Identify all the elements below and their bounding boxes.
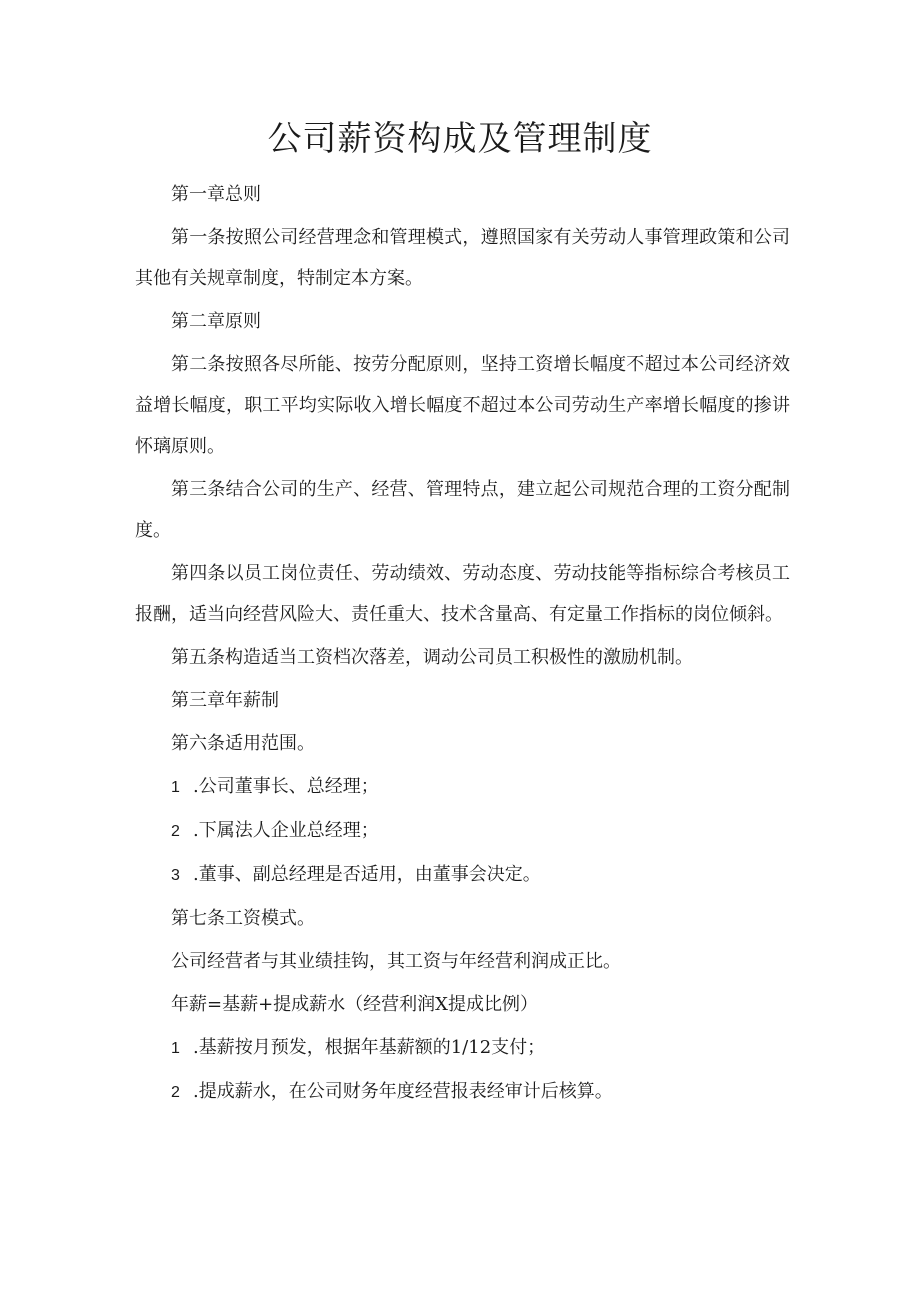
- article-paragraph: 第五条构造适当工资档次落差，调动公司员工积极性的激励机制。: [171, 647, 693, 668]
- list-item-number: 2: [171, 1084, 180, 1101]
- list-item: [135, 810, 790, 852]
- list-item-text: .提成薪水，在公司财务年度经营报表经审计后核算。: [193, 1081, 613, 1102]
- article-paragraph: 第一条按照公司经营理念和管理模式，遵照国家有关劳动人事管理政策和公司其他有关规章制度，特制定本方案。: [135, 227, 790, 289]
- chapter-heading: 第二章原则: [171, 311, 261, 332]
- article-paragraph: 第七条工资模式。: [171, 908, 315, 929]
- list-item: [135, 1071, 790, 1113]
- chapter-heading: 第三章年薪制: [171, 690, 279, 711]
- list-item: [135, 1027, 790, 1069]
- article-paragraph: 第四条以员工岗位责任、劳动绩效、劳动态度、劳动技能等指标综合考核员工报酬，适当向经营风险大、责任重大、技术含量高、有定量工作指标的岗位倾斜。: [135, 563, 790, 625]
- document-title: 公司薪资构成及管理制度: [267, 119, 653, 159]
- salary-formula: 年薪=基薪+提成薪水（经营利润X提成比例）: [171, 994, 538, 1015]
- list-item-text: .下属法人企业总经理；: [193, 820, 379, 841]
- list-item-text: .基薪按月预发，根据年基薪额的1/12支付；: [193, 1037, 546, 1058]
- article-paragraph: 第三条结合公司的生产、经营、管理特点，建立起公司规范合理的工资分配制度。: [135, 479, 790, 541]
- article-paragraph: 第二条按照各尽所能、按劳分配原则，坚持工资增长幅度不超过本公司经济效益增长幅度，职工平均实际收入增长幅度不超过本公司劳动生产率增长幅度的掺讲怀璃原则。: [135, 354, 790, 457]
- chapter-heading: 第一章总则: [171, 184, 261, 205]
- list-item: [135, 854, 790, 896]
- list-item-number: 1: [171, 1040, 180, 1057]
- list-item-number: 1: [171, 779, 180, 796]
- list-item: [135, 766, 790, 808]
- list-item-number: 2: [171, 823, 180, 840]
- list-item-text: .董事、副总经理是否适用，由董事会决定。: [193, 864, 541, 885]
- list-item-number: 3: [171, 867, 180, 884]
- article-paragraph: 公司经营者与其业绩挂钩，其工资与年经营利润成正比。: [171, 951, 621, 972]
- document-body: [135, 174, 790, 1113]
- list-item-text: .公司董事长、总经理；: [193, 776, 379, 797]
- article-paragraph: 第六条适用范围。: [171, 733, 315, 754]
